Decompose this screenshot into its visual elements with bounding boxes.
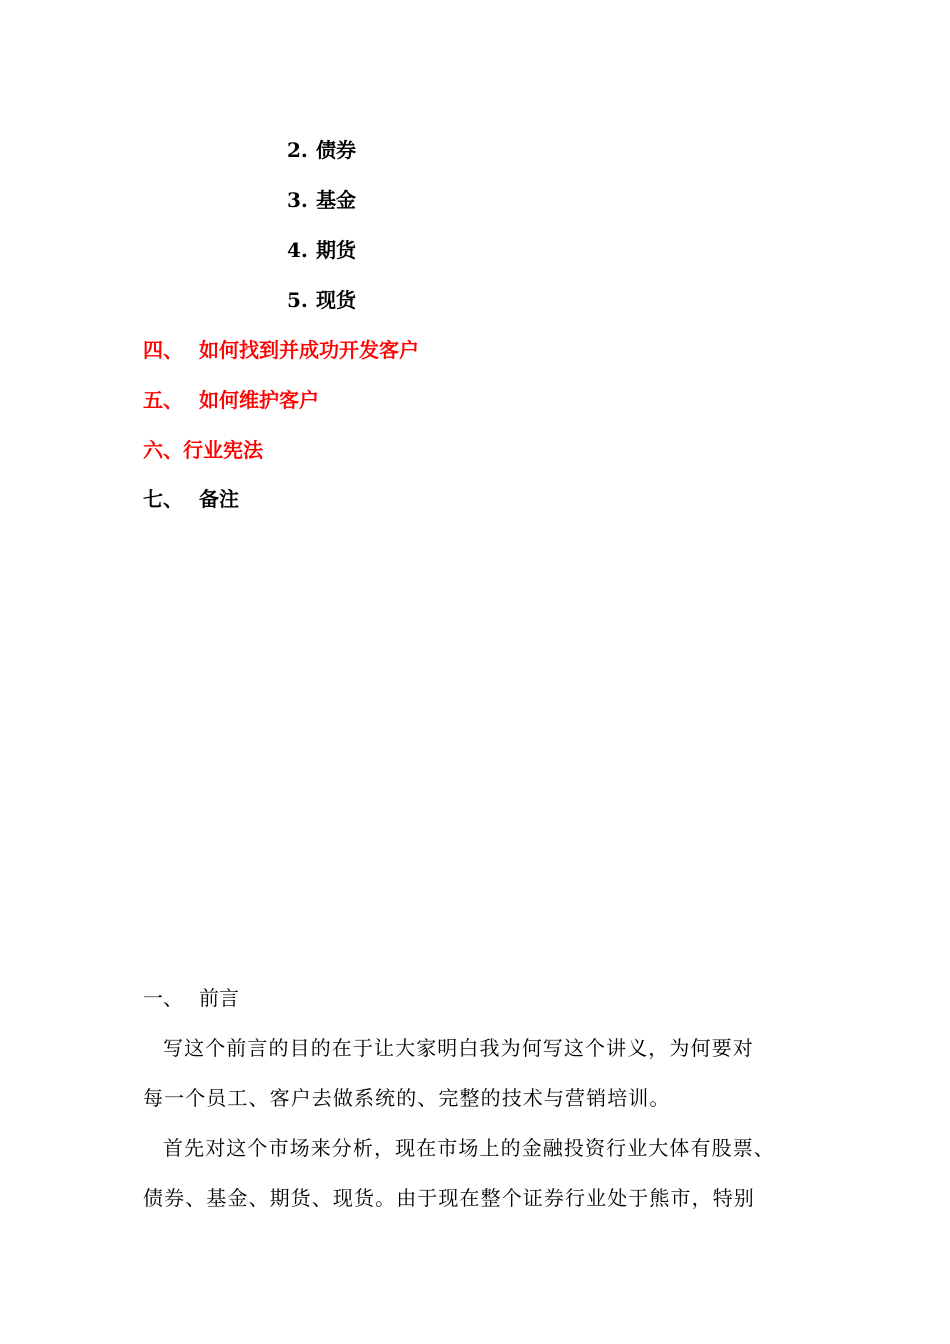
preface-paragraph-line: 写这个前言的目的在于让大家明白我为何写这个讲义，为何要对 [163, 1036, 754, 1060]
toc-item-label: 基金 [316, 188, 356, 212]
preface-paragraph-line: 债券、基金、期货、现货。由于现在整个证券行业处于熊市，特别 [143, 1186, 755, 1210]
toc-item-number: 2. [287, 138, 308, 162]
toc-section-client-maintenance [143, 387, 319, 413]
toc-item-number: 4. [287, 238, 308, 262]
toc-item-label: 期货 [316, 238, 356, 262]
toc-item-funds [287, 187, 356, 213]
preface-heading-label: 前言 [199, 986, 239, 1010]
toc-section-label: 备注 [199, 487, 239, 511]
toc-item-number: 5. [287, 288, 308, 312]
toc-section-number: 五、 [143, 388, 183, 412]
preface-heading [143, 985, 239, 1011]
toc-section-number: 四、 [143, 338, 183, 362]
toc-section-label: 六、行业宪法 [143, 438, 263, 462]
toc-section-client-development [143, 337, 419, 363]
toc-item-bonds [287, 137, 356, 163]
toc-section-industry-constitution [143, 437, 263, 463]
toc-section-notes [143, 486, 239, 512]
toc-item-label: 现货 [316, 288, 356, 312]
toc-item-number: 3. [287, 188, 308, 212]
preface-paragraph-line: 每一个员工、客户去做系统的、完整的技术与营销培训。 [143, 1086, 671, 1110]
preface-paragraph-line: 首先对这个市场来分析，现在市场上的金融投资行业大体有股票、 [163, 1136, 775, 1160]
preface-heading-number: 一、 [143, 986, 183, 1010]
toc-item-label: 债券 [316, 138, 356, 162]
toc-section-number: 七、 [143, 487, 183, 511]
toc-item-futures [287, 237, 356, 263]
toc-section-label: 如何维护客户 [199, 388, 319, 412]
toc-item-spot [287, 287, 356, 313]
toc-section-label: 如何找到并成功开发客户 [199, 338, 419, 362]
